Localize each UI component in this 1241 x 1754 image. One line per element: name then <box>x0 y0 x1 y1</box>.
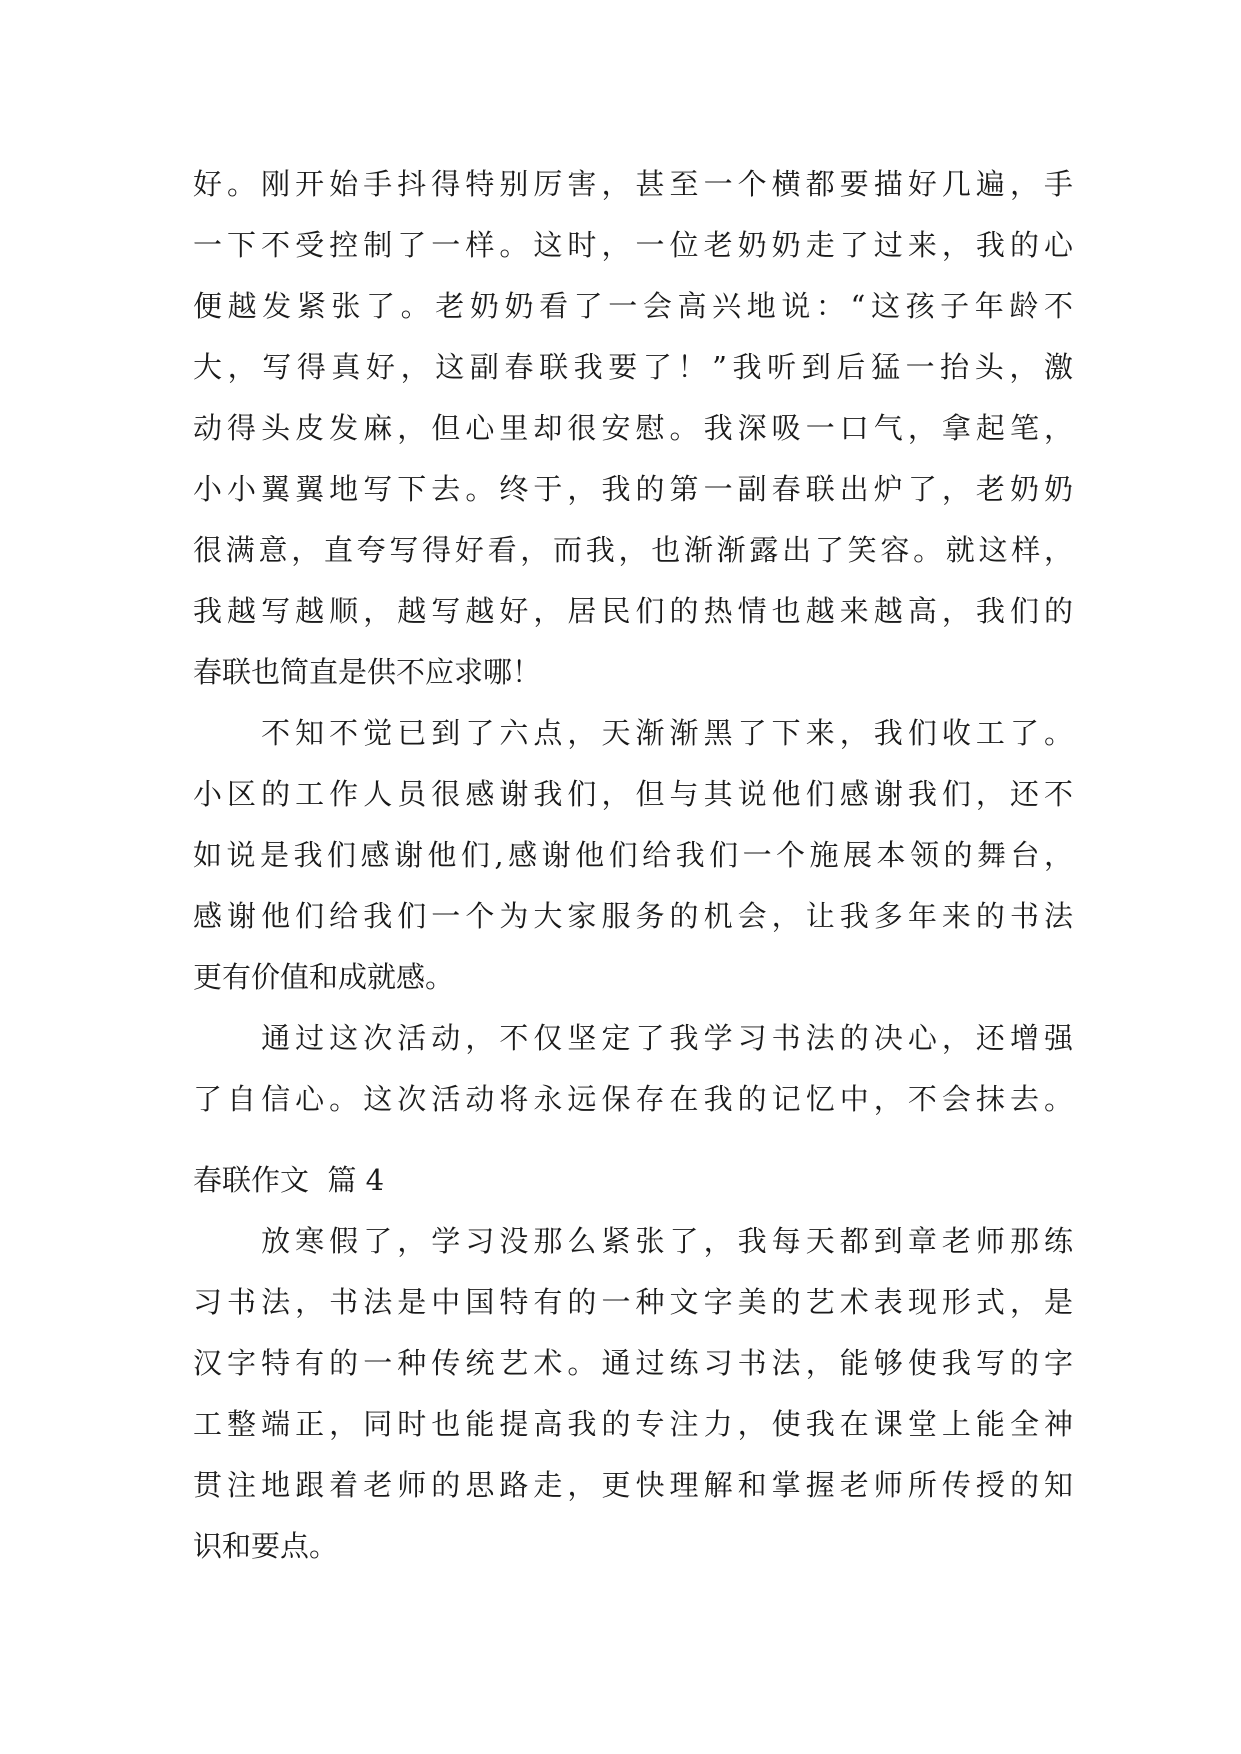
text-line: 便越发紧张了。老奶奶看了一会高兴地说：“这孩子年龄不 <box>193 289 1073 323</box>
paragraph-section4-1 <box>193 1211 1073 1577</box>
text-line: 了自信心。这次活动将永远保存在我的记忆中，不会抹去。 <box>193 1082 1073 1116</box>
text-line: 小小翼翼地写下去。终于，我的第一副春联出炉了，老奶奶 <box>193 472 1073 506</box>
text-line: 汉字特有的一种传统艺术。通过练习书法，能够使我写的字 <box>193 1346 1073 1380</box>
text-line: 贯注地跟着老师的思路走，更快理解和掌握老师所传授的知 <box>193 1468 1073 1502</box>
text-line: 不知不觉已到了六点，天渐渐黑了下来，我们收工了。 <box>193 716 1073 750</box>
text-line: 好。刚开始手抖得特别厉害，甚至一个横都要描好几遍，手 <box>193 167 1073 201</box>
text-line: 春联也简直是供不应求哪！ <box>193 655 542 689</box>
paragraph-section3-3 <box>193 1008 1073 1130</box>
paragraph-section3-2 <box>193 703 1073 1008</box>
text-line: 通过这次活动，不仅坚定了我学习书法的决心，还增强 <box>193 1021 1073 1055</box>
text-line: 感谢他们给我们一个为大家服务的机会，让我多年来的书法 <box>193 899 1073 933</box>
text-line: 更有价值和成就感。 <box>193 960 455 994</box>
text-line: 一下不受控制了一样。这时，一位老奶奶走了过来，我的心 <box>193 228 1073 262</box>
text-line: 习书法，书法是中国特有的一种文字美的艺术表现形式，是 <box>193 1285 1073 1319</box>
text-line: 我越写越顺，越写越好，居民们的热情也越来越高，我们的 <box>193 594 1073 628</box>
text-line: 动得头皮发麻，但心里却很安慰。我深吸一口气，拿起笔， <box>193 411 1073 445</box>
section-heading: 春联作文 篇 4 <box>193 1163 385 1197</box>
text-line: 大，写得真好，这副春联我要了！”我听到后猛一抬头，激 <box>193 350 1073 384</box>
text-line: 小区的工作人员很感谢我们，但与其说他们感谢我们，还不 <box>193 777 1073 811</box>
text-line: 很满意，直夸写得好看，而我，也渐渐露出了笑容。就这样， <box>193 533 1073 567</box>
text-line: 识和要点。 <box>193 1529 339 1563</box>
paragraph-section3-1 <box>193 154 1073 703</box>
text-line: 放寒假了，学习没那么紧张了，我每天都到章老师那练 <box>193 1224 1073 1258</box>
text-line: 工整端正，同时也能提高我的专注力，使我在课堂上能全神 <box>193 1407 1073 1441</box>
text-line: 如说是我们感谢他们,感谢他们给我们一个施展本领的舞台， <box>193 838 1073 872</box>
